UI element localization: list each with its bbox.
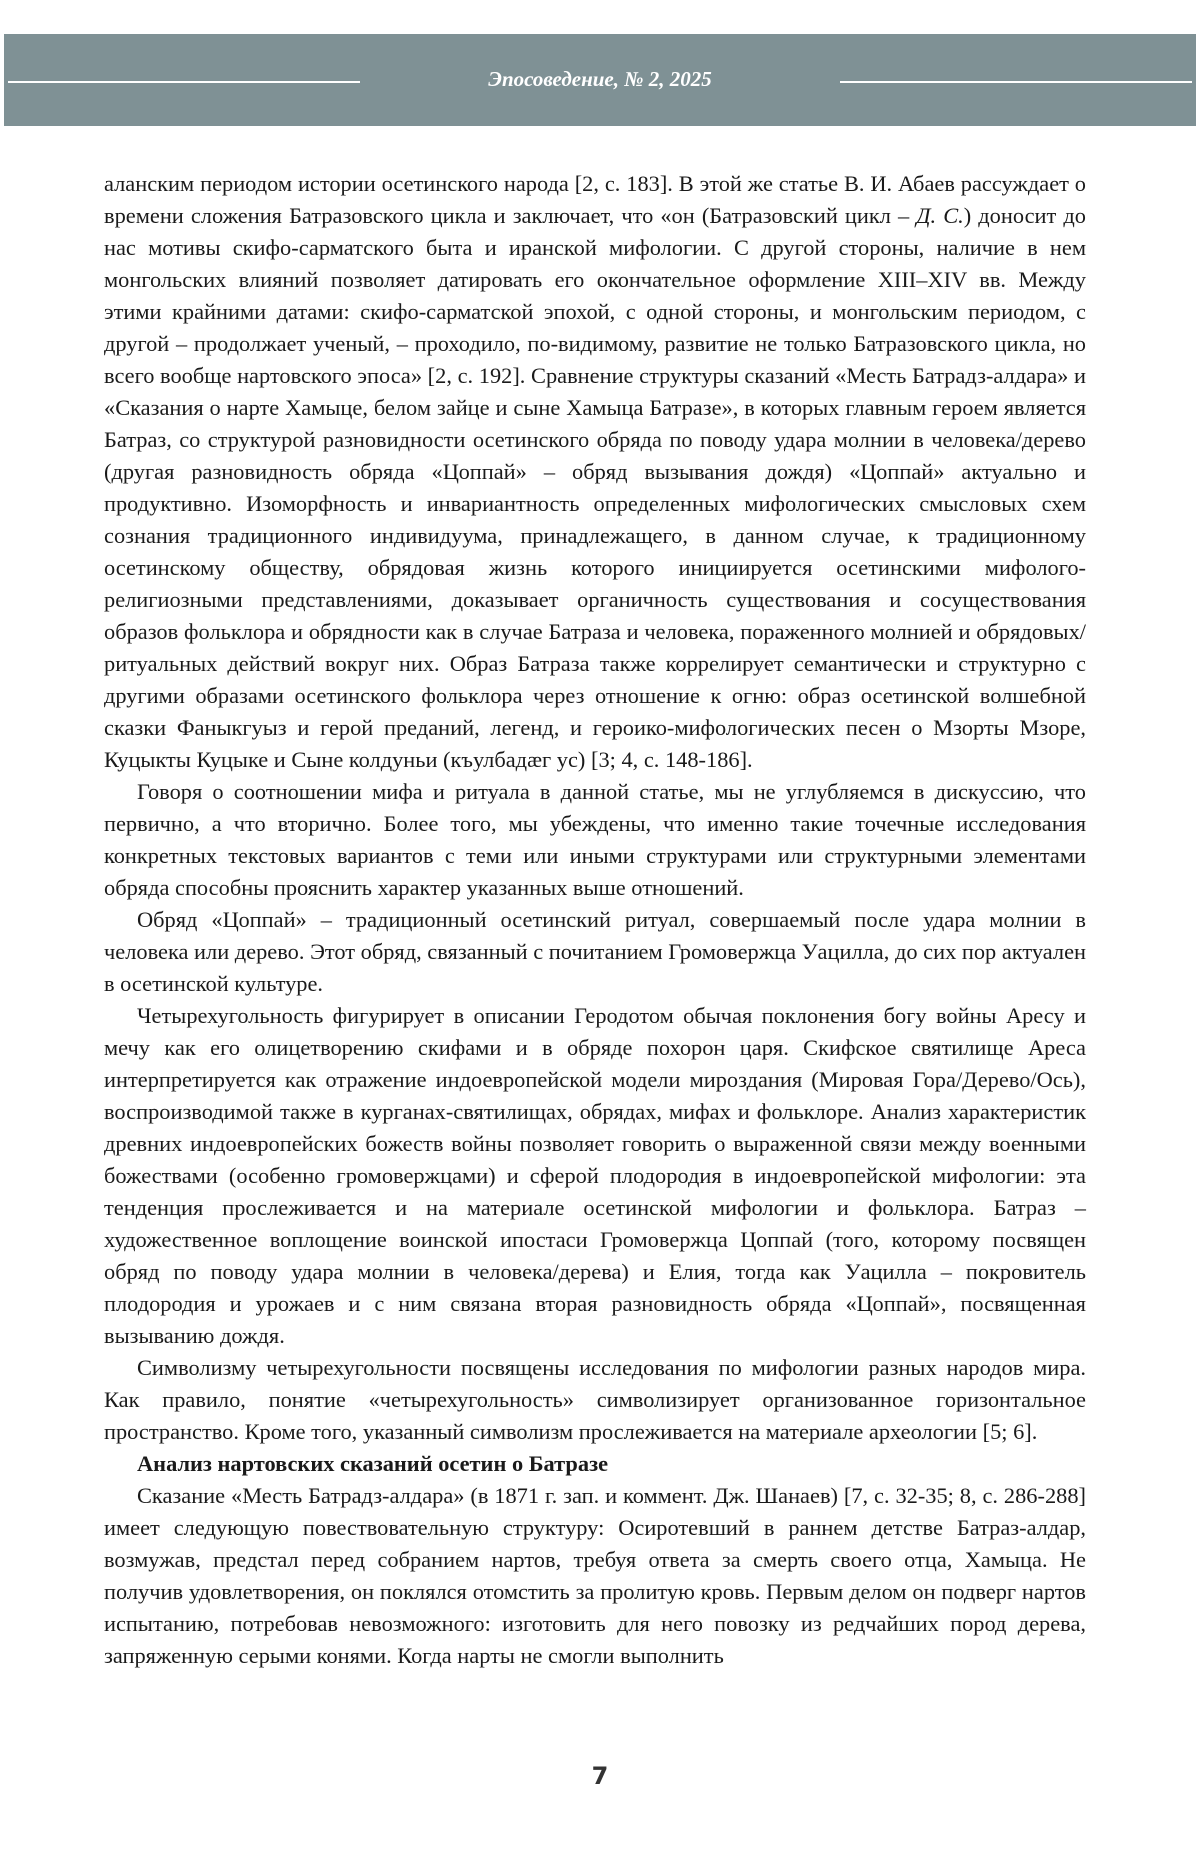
header-rule-left [8, 81, 360, 83]
paragraph-6: Сказание «Месть Батрадз-алдара» (в 1871 г. зап. и коммент. Дж. Шанаев) [7, с. 32-35; 8, с. 286-288] имеет следующую повествовательную структуру: Осиротевший в раннем детстве Батраз-алдар, возмужав, предстал перед собранием нартов, требуя ответа за смерть своего отца, Хамыца. Не получив удовлетворения, он поклялся отомстить за пролитую кровь. Первым делом он подверг нартов испытанию, потребовав невозможного: изготовить для него повозку из редчайших пород дерева, запряженную серыми конями. Когда нарты не смогли выполнить [104, 1483, 1086, 1668]
paragraph-1-text-b: ) доносит до нас мотивы скифо-сарматского быта и иранской мифологии. С другой стороны, наличие в нем монгольских влияний позволяет датировать его окончательное оформление XIII–XIV вв. Между этими крайними датами: скифо-сарматской эпохой, с одной стороны, и монгольским периодом, с другой – продолжает ученый, – проходило, по-видимому, развитие не только Батразовского цикла, но всего вообще нартовского эпоса» [2, с. 192]. Сравнение структуры сказаний «Месть Батрадз-алдара» и «Сказания о нарте Хамыце, белом зайце и сыне Хамыца Батразе», в которых главным героем является Батраз, со структурой разновидности осетинского обряда по поводу удара молнии в человека/дерево (другая разновидность обряда «Цоппай» – обряд вызывания дождя) «Цоппай» актуально и продуктивно. Изоморфность и инвариантность определенных мифологических смысловых схем сознания традиционного индивидуума, принадлежащего, в данном случае, к традиционному осетинскому обществу, обрядовая жизнь которого инициируется осетинскими мифолого-религиозными представлениями, доказывает органичность существования и сосуществования образов фольклора и обрядности как в случае Батраза и человека, пораженного молнией и обрядовых/ритуальных действий вокруг них. Образ Батраза также коррелирует семантически и структурно с другими образами осетинского фольклора через отношение к огню: образ осетинской волшебной сказки Фаныкгуыз и герой преданий, легенд, и героико-мифологических песен о Мзорты Мзоре, Куцыкты Куцыке и Сыне колдуньи (къулбадæг ус) [3; 4, с. 148-186]. [104, 203, 1086, 772]
paragraph-4: Четырехугольность фигурирует в описании Геродотом обычая поклонения богу войны Аресу и мечу как его олицетворению скифами и в обряде похорон царя. Скифское святилище Ареса интерпретируется как отражение индоевропейской модели мироздания (Мировая Гора/Дерево/Ось), воспроизводимой также в курганах-святилищах, обрядах, мифах и фольклоре. Анализ характеристик древних индоевропейских божеств войны позволяет говорить о выраженной связи между военными божествами (особенно громовержцами) и сферой плодородия в индоевропейской мифологии: эта тенденция прослеживается и на материале осетинской мифологии и фольклора. Батраз – художественное воплощение воинской ипостаси Громовержца Цоппай (того, которому посвящен обряд по поводу удара молнии в человека/дерева) и Елия, тогда как Уацилла – покровитель плодородия и урожаев и с ним связана вторая разновидность обряда «Цоппай», посвященная вызыванию дождя. [104, 1003, 1086, 1348]
paragraph-1 [104, 168, 1086, 776]
paragraph-5: Символизму четырехугольности посвящены исследования по мифологии разных народов мира. Как правило, понятие «четырехугольность» символизирует организованное горизонтальное пространство. Кроме того, указанный символизм прослеживается на материале археологии [5; 6]. [104, 1355, 1086, 1444]
author-initials: Д. С. [916, 203, 964, 228]
page-number: 7 [591, 1762, 609, 1790]
paragraph-2: Говоря о соотношении мифа и ритуала в данной статье, мы не углубляемся в дискуссию, что первично, а что вторично. Более того, мы убеждены, что именно такие точечные исследования конкретных текстовых вариантов с теми или иными структурами или структурными элементами обряда способны прояснить характер указанных выше отношений. [104, 779, 1086, 900]
paragraph-3: Обряд «Цоппай» – традиционный осетинский ритуал, совершаемый после удара молнии в человека или дерево. Этот обряд, связанный с почитанием Громовержца Уацилла, до сих пор актуален в осетинской культуре. [104, 907, 1086, 996]
article-body [104, 168, 1086, 1672]
paragraph-1-text-a: аланским периодом истории осетинского народа [2, с. 183]. В этой же статье В. И. Абаев рассуждает о времени сложения Батразовского цикла и заключает, что «он (Батразовский цикл – [104, 171, 1086, 228]
header-rule-right [840, 81, 1192, 83]
journal-title: Эпосоведение, № 2, 2025 [488, 67, 712, 91]
section-heading: Анализ нартовских сказаний осетин о Батразе [137, 1451, 609, 1476]
